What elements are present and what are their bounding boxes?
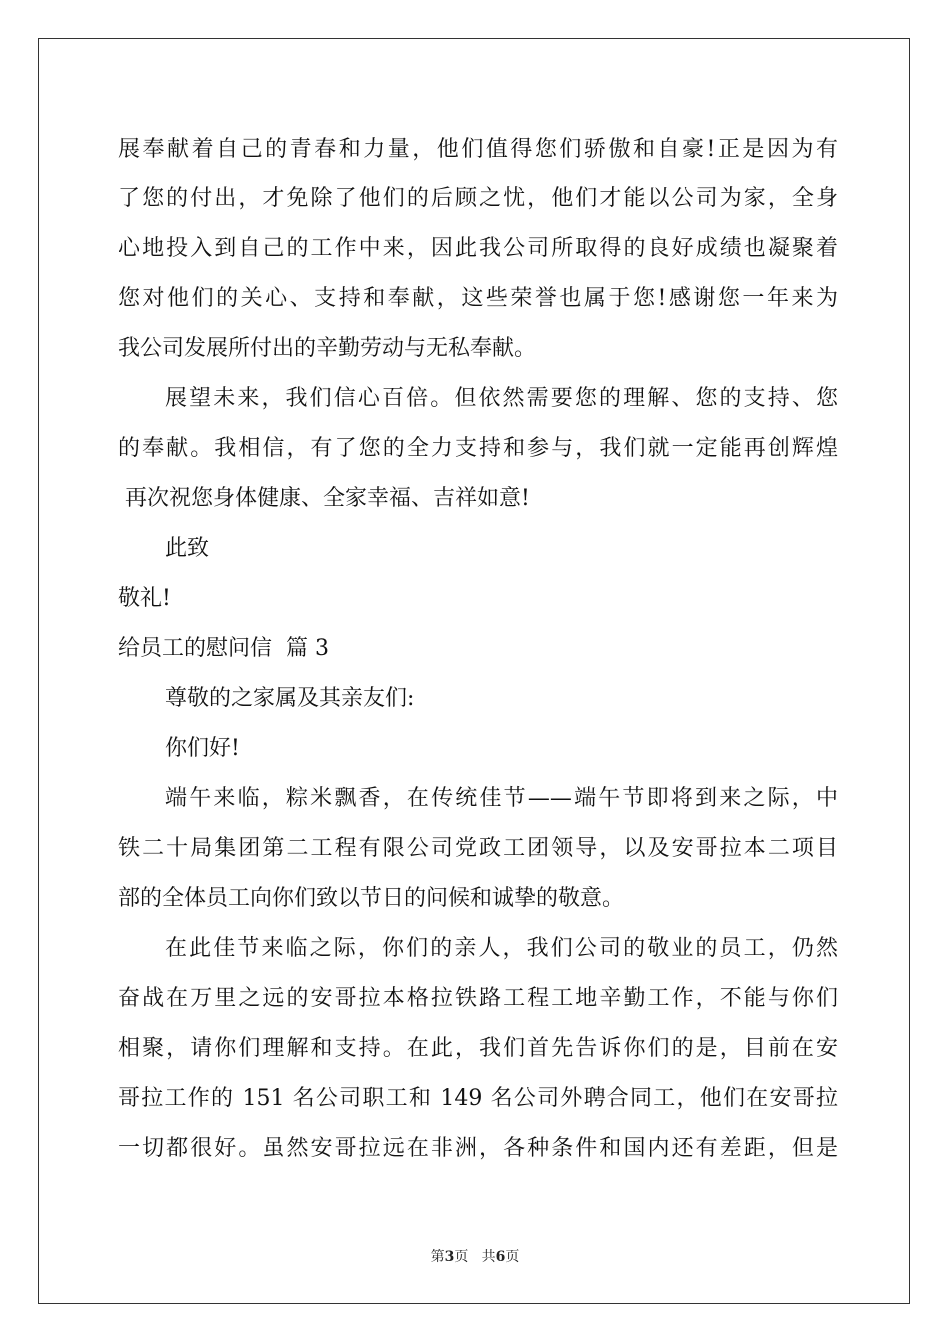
text-line: 我公司发展所付出的辛勤劳动与无私奉献。 (118, 336, 537, 361)
salutation-line: 敬礼! (118, 586, 171, 611)
text-line: 相聚，请你们理解和支持。在此，我们首先告诉你们的是，目前在安 (118, 1036, 838, 1061)
current-page-number: 3 (444, 1249, 455, 1265)
text-line: 的奉献。我相信，有了您的全力支持和参与，我们就一定能再创辉煌 (118, 436, 838, 461)
text-line: 部的全体员工向你们致以节日的问候和诚挚的敬意。 (118, 886, 625, 911)
text-line: 奋战在万里之远的安哥拉本格拉铁路工程工地辛勤工作，不能与你们 (118, 986, 838, 1011)
text-line: 心地投入到自己的工作中来，因此我公司所取得的良好成绩也凝聚着 (118, 236, 838, 261)
footer-middle: 页 共 (454, 1249, 496, 1265)
footer-prefix: 第 (430, 1249, 445, 1265)
text-line: 铁二十局集团第二工程有限公司党政工团领导，以及安哥拉本二项目 (118, 836, 838, 861)
closing-line: 此致 (165, 536, 210, 561)
section-heading: 给员工的慰问信 篇 3 (118, 636, 329, 661)
text-line: 再次祝您身体健康、全家幸福、吉祥如意! (118, 486, 530, 511)
text-line: 展望未来，我们信心百倍。但依然需要您的理解、您的支持、您 (165, 386, 838, 411)
text-line: 了您的付出，才免除了他们的后顾之忧，他们才能以公司为家，全身 (118, 186, 838, 211)
greeting-recipient: 尊敬的之家属及其亲友们: (165, 686, 415, 711)
greeting-line: 你们好! (165, 736, 240, 761)
text-line: 在此佳节来临之际，你们的亲人，我们公司的敬业的员工，仍然 (165, 936, 838, 961)
text-line: 一切都很好。虽然安哥拉远在非洲，各种条件和国内还有差距，但是 (118, 1136, 838, 1161)
page-border (38, 38, 910, 1304)
total-pages-number: 6 (495, 1249, 506, 1265)
text-line: 展奉献着自己的青春和力量，他们值得您们骄傲和自豪!正是因为有 (118, 137, 838, 162)
text-line: 您对他们的关心、支持和奉献，这些荣誉也属于您!感谢您一年来为 (118, 286, 838, 311)
page-footer (0, 1246, 950, 1266)
footer-suffix: 页 (505, 1249, 520, 1265)
text-line: 哥拉工作的 151 名公司职工和 149 名公司外聘合同工，他们在安哥拉 (118, 1086, 838, 1111)
text-line: 端午来临，粽米飘香，在传统佳节——端午节即将到来之际，中 (165, 786, 838, 811)
